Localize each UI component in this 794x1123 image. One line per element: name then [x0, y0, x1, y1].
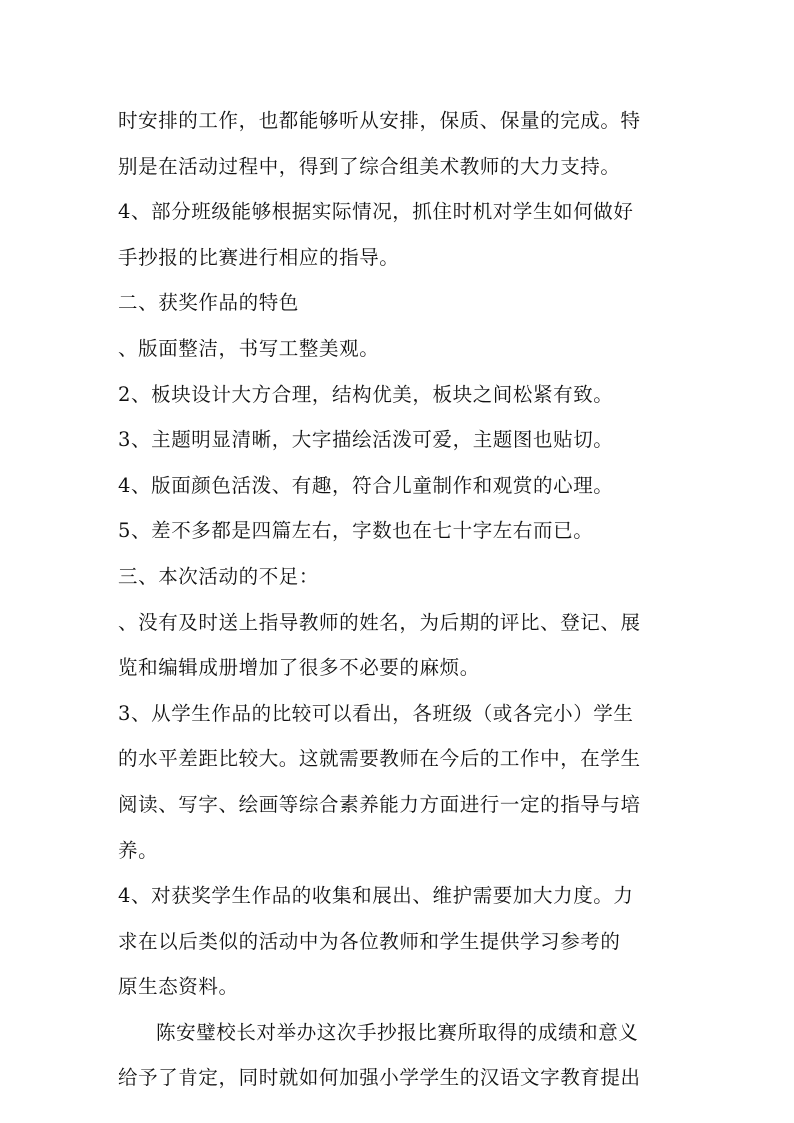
text-line: 2、板块设计大方合理，结构优美，板块之间松紧有致。: [118, 382, 614, 406]
document-body: [118, 98, 678, 1101]
text-line: 的水平差距比较大。这就需要教师在今后的工作中，在学生: [118, 747, 641, 771]
text-line: 、版面整洁，书写工整美观。: [118, 336, 380, 360]
section-heading: 二、获奖作品的特色: [118, 291, 299, 315]
text-line: 时安排的工作，也都能够听从安排，保质、保量的完成。特: [118, 109, 641, 132]
text-line: 览和编辑成册增加了很多不必要的麻烦。: [118, 656, 480, 680]
text-line: 手抄报的比赛进行相应的指导。: [118, 245, 400, 269]
text-line: 3、主题明显清晰，大字描绘活泼可爱，主题图也贴切。: [118, 428, 614, 452]
text-line: 5、差不多都是四篇左右，字数也在七十字左右而已。: [118, 519, 594, 543]
text-line: 给予了肯定，同时就如何加强小学学生的汉语文字教育提出: [118, 1066, 641, 1090]
text-line: 、没有及时送上指导教师的姓名，为后期的评比、登记、展: [118, 610, 641, 634]
text-line: 4、对获奖学生作品的收集和展出、维护需要加大力度。力: [118, 884, 634, 908]
text-line: 别是在活动过程中，得到了综合组美术教师的大力支持。: [118, 154, 621, 178]
text-line: 4、部分班级能够根据实际情况，抓住时机对学生如何做好: [118, 200, 634, 224]
text-line: 养。: [118, 838, 159, 862]
section-heading: 三、本次活动的不足：: [118, 564, 320, 588]
text-line: 4、版面颜色活泼、有趣，符合儿童制作和观赏的心理。: [118, 473, 614, 497]
text-line: 求在以后类似的活动中为各位教师和学生提供学习参考的: [118, 929, 621, 953]
text-line: 原生态资料。: [118, 975, 239, 999]
text-line: 阅读、写字、绘画等综合素养能力方面进行一定的指导与培: [118, 792, 641, 816]
paragraph-start-line: 陈安璧校长对举办这次手抄报比赛所取得的成绩和意义: [156, 1020, 639, 1044]
text-line: 3、从学生作品的比较可以看出，各班级（或各完小）学生: [118, 701, 634, 725]
